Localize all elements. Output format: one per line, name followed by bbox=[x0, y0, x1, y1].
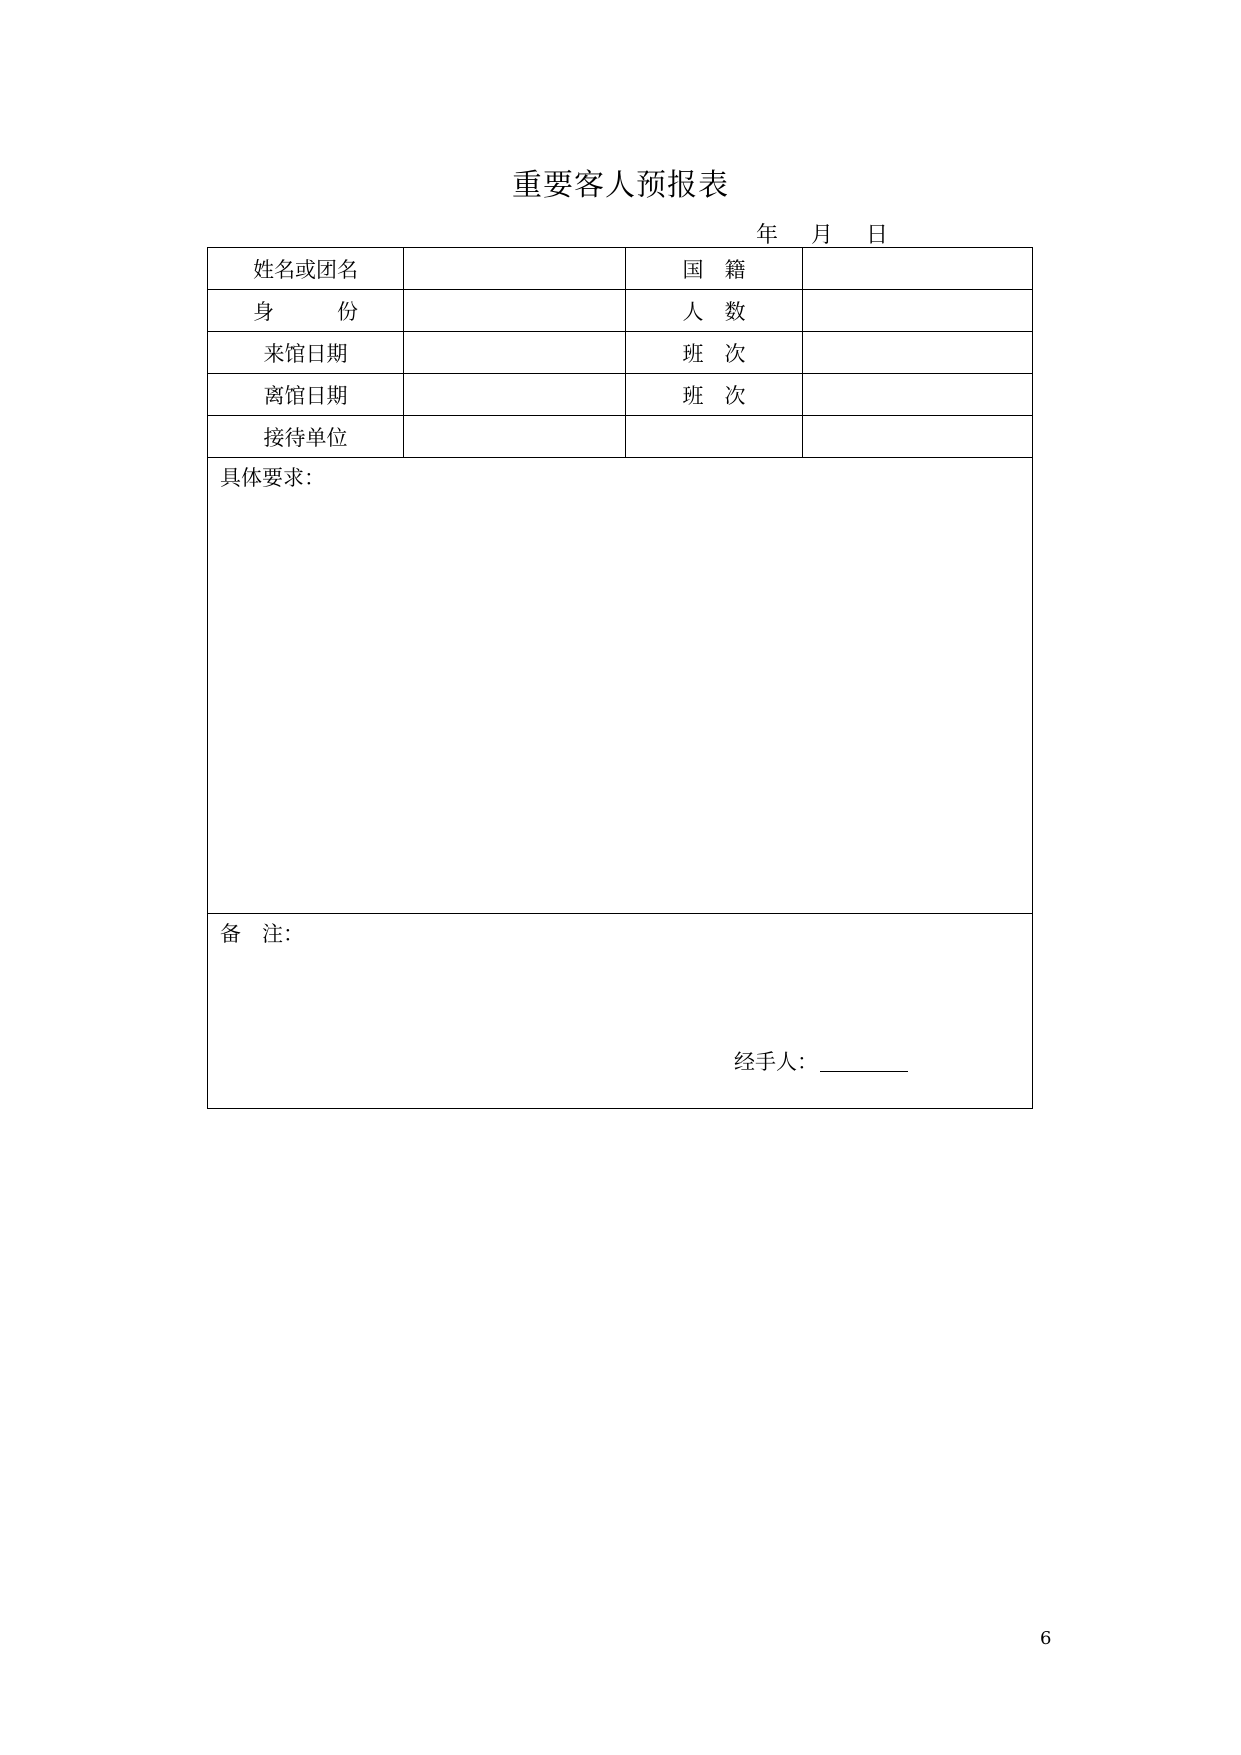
arrival-flight-label: 班 次 bbox=[626, 332, 803, 374]
identity-field[interactable] bbox=[404, 290, 626, 332]
departure-date-label: 离馆日期 bbox=[208, 374, 404, 416]
handler-signature bbox=[734, 1046, 908, 1076]
headcount-field[interactable] bbox=[803, 290, 1033, 332]
handler-label: 经手人： bbox=[734, 1050, 818, 1074]
headcount-label: 人 数 bbox=[626, 290, 803, 332]
notes-label: 备 注： bbox=[220, 922, 304, 946]
requirements-row bbox=[208, 458, 1033, 914]
arrival-date-label: 来馆日期 bbox=[208, 332, 404, 374]
blank-cell[interactable] bbox=[803, 416, 1033, 458]
table-row bbox=[208, 374, 1033, 416]
date-day-label: 日 bbox=[866, 223, 889, 248]
departure-flight-field[interactable] bbox=[803, 374, 1033, 416]
handler-blank-line[interactable] bbox=[820, 1071, 908, 1072]
host-unit-field[interactable] bbox=[404, 416, 626, 458]
notes-container bbox=[208, 914, 1032, 1108]
departure-flight-label: 班 次 bbox=[626, 374, 803, 416]
identity-label: 身 份 bbox=[208, 290, 404, 332]
nationality-field[interactable] bbox=[803, 248, 1033, 290]
nationality-label: 国 籍 bbox=[626, 248, 803, 290]
date-month-label: 月 bbox=[811, 223, 834, 248]
notes-field[interactable] bbox=[208, 914, 1033, 1109]
arrival-flight-field[interactable] bbox=[803, 332, 1033, 374]
blank-cell[interactable] bbox=[626, 416, 803, 458]
requirements-field[interactable] bbox=[208, 458, 1033, 914]
host-unit-label: 接待单位 bbox=[208, 416, 404, 458]
form-title: 重要客人预报表 bbox=[512, 168, 729, 203]
name-label: 姓名或团名 bbox=[208, 248, 404, 290]
name-field[interactable] bbox=[404, 248, 626, 290]
table-row bbox=[208, 290, 1033, 332]
page-number: 6 bbox=[1040, 1628, 1052, 1649]
table-row bbox=[208, 248, 1033, 290]
date-year-label: 年 bbox=[756, 223, 779, 248]
requirements-label: 具体要求： bbox=[220, 466, 325, 490]
notes-row bbox=[208, 914, 1033, 1109]
departure-date-field[interactable] bbox=[404, 374, 626, 416]
date-line bbox=[756, 218, 888, 249]
table-row bbox=[208, 332, 1033, 374]
arrival-date-field[interactable] bbox=[404, 332, 626, 374]
guest-report-table bbox=[207, 247, 1033, 1109]
table-row bbox=[208, 416, 1033, 458]
